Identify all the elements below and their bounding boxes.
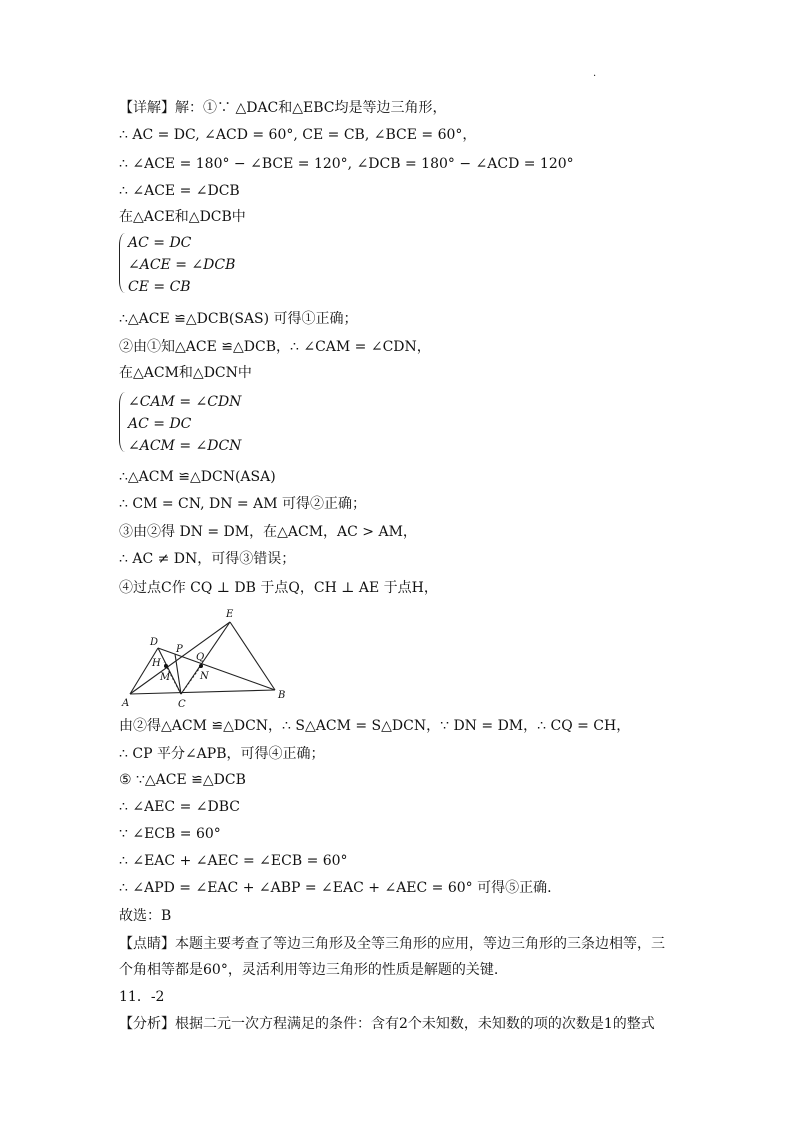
label-c: C [178,699,186,710]
text-line-8: 在△ACM和△DCN中 [119,365,252,381]
system-1-line-2: ∠ACE = ∠DCB [128,257,236,273]
text-line-6: ∴△ACE ≌△DCB(SAS) 可得①正确； [119,311,358,327]
text-line-4: ∴ ∠ACE = ∠DCB [119,183,240,199]
label-b: B [278,690,286,701]
text-line-11: ③由②得 DN = DM，在△ACM，AC > AM， [119,524,417,540]
equation-system-1 [119,233,319,299]
corner-dot: . [593,68,597,79]
label-a: A [122,698,130,709]
system-1-line-3: CE = CB [128,279,191,295]
label-h: H [152,658,161,669]
system-2-line-3: ∠ACM = ∠DCN [128,438,242,454]
text-line-5: 在△ACE和△DCB中 [119,209,246,225]
text-line-2: ∴ AC = DC, ∠ACD = 60°, CE = CB, ∠BCE = 60°， [119,127,477,143]
text-line-17: ∴ ∠AEC = ∠DBC [119,799,240,815]
system-2-line-2: AC = DC [128,416,192,432]
label-q: Q [196,652,205,663]
text-line-23: 个角相等都是60°，灵活利用等边三角形的性质是解题的关键. [119,962,499,978]
text-line-22: 【点睛】本题主要考查了等边三角形及全等三角形的应用，等边三角形的三条边相等，三 [119,936,665,952]
text-line-3: ∴ ∠ACE = 180° − ∠BCE = 120°, ∠DCB = 180° − ∠ACD = 120° [119,156,574,172]
equation-system-2 [119,392,319,458]
text-line-19: ∴ ∠EAC + ∠AEC = ∠ECB = 60° [119,853,348,869]
label-n: N [200,671,209,682]
label-e: E [226,609,234,620]
brace-1 [119,233,126,293]
system-2-line-1: ∠CAM = ∠CDN [128,394,242,410]
brace-2 [119,392,126,452]
text-line-24: 11．-2 [119,989,165,1005]
text-line-16: ⑤ ∵△ACE ≌△DCB [119,772,246,788]
system-1-line-1: AC = DC [128,235,192,251]
label-m: M [160,672,171,683]
text-line-12: ∴ AC ≠ DN，可得③错误； [119,551,296,567]
label-d: D [150,637,159,648]
text-line-7: ②由①知△ACE ≌△DCB，∴ ∠CAM = ∠CDN， [119,339,431,355]
text-line-9: ∴△ACM ≌△DCN(ASA) [119,469,276,485]
text-line-1: 【详解】解：①∵ △DAC和△EBC均是等边三角形， [119,100,447,116]
text-line-20: ∴ ∠APD = ∠EAC + ∠ABP = ∠EAC + ∠AEC = 60° 可得⑤正确. [119,880,552,896]
text-line-15: ∴ CP 平分∠APB，可得④正确； [119,746,325,762]
text-line-14: 由②得△ACM ≌△DCN，∴ S△ACM = S△DCN，∵ DN = DM，∴ CQ = CH， [119,718,631,734]
text-line-18: ∵ ∠ECB = 60° [119,826,221,842]
text-line-10: ∴ CM = CN, DN = AM 可得②正确； [119,496,367,512]
text-line-21: 故选：B [119,908,172,924]
label-p: P [176,644,183,655]
text-line-13: ④过点C作 CQ ⊥ DB 于点Q，CH ⊥ AE 于点H， [119,580,438,596]
geometry-figure [120,604,295,710]
text-line-25: 【分析】根据二元一次方程满足的条件：含有2个未知数，未知数的项的次数是1的整式 [119,1016,655,1032]
